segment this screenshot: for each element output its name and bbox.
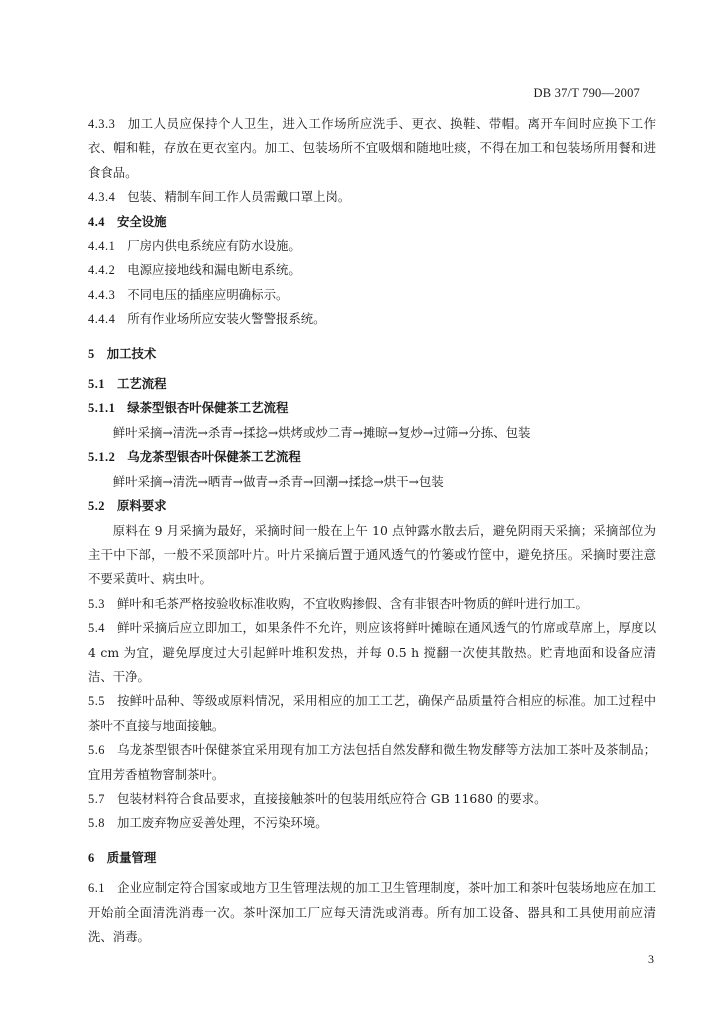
paragraph [88, 738, 656, 787]
clause-text: 电源应接地线和漏电断电系统。 [127, 262, 301, 278]
paragraph [88, 592, 656, 616]
clause-text: 鲜叶和毛茶严格按验收标准收购，不宜收购掺假、含有非银杏叶物质的鲜叶进行加工。 [117, 595, 588, 611]
clause-number: 4.4.2 [88, 263, 116, 278]
clause-text: 原料在 9 月采摘为最好，采摘时间一般在上午 10 点钟露水散去后，避免阴雨天采摘；采摘部位为主干中下部，一般不采顶部叶片。叶片采摘后置于通风透气的竹篓或竹筐中，避免挤压。采摘时要注意不要采黄叶、病虫叶。 [88, 522, 656, 587]
clause-number: 5.5 [88, 694, 105, 709]
clause-text: 加工人员应保持个人卫生，进入工作场所应洗手、更衣、换鞋、带帽。离开车间时应换下工作衣、帽和鞋，存放在更衣室内。加工、包装场所不宜吸烟和随地吐痰，不得在加工和包装场所用餐和进食食品。 [88, 116, 656, 180]
clause-number: 5.3 [88, 596, 105, 611]
document-body [88, 112, 656, 949]
section-heading [88, 396, 656, 420]
clause-text: 安全设施 [117, 213, 167, 229]
clause-text: 包装材料符合食品要求，直接接触茶叶的包装用纸应符合 GB 11680 的要求。 [117, 790, 547, 806]
clause-text: 工艺流程 [117, 376, 167, 392]
clause-text: 乌龙茶型银杏叶保健茶工艺流程 [127, 449, 301, 465]
clause-number: 4.4.1 [88, 239, 116, 254]
paragraph [88, 307, 656, 331]
clause-number: 6.1 [88, 881, 105, 896]
clause-number: 5.1.2 [88, 450, 116, 465]
section-heading [88, 210, 656, 234]
paragraph [88, 234, 656, 258]
clause-number: 5.1.1 [88, 401, 116, 416]
paragraph [88, 112, 656, 185]
clause-number: 5.4 [88, 621, 105, 636]
paragraph [88, 185, 656, 209]
section-heading [88, 372, 656, 396]
section-heading [88, 846, 656, 870]
clause-text: 不同电压的插座应明确标示。 [127, 286, 289, 302]
paragraph [88, 689, 656, 738]
clause-number: 4.4.4 [88, 312, 116, 327]
paragraph [88, 470, 656, 494]
standard-code: DB 37/T 790—2007 [533, 86, 640, 100]
clause-number: 4.3.4 [88, 190, 116, 205]
clause-number: 5.7 [88, 791, 105, 806]
paragraph [88, 787, 656, 811]
clause-text: 企业应制定符合国家或地方卫生管理法规的加工卫生管理制度，茶叶加工和茶叶包装场地应在加工开始前全面清洗消毒一次。茶叶深加工厂应每天清洗或消毒。所有加工设备、器具和工具使用前应清洗、消毒。 [88, 880, 656, 944]
clause-text: 鲜叶采摘→清洗→晒青→做青→杀青→回潮→揉捻→烘干→包装 [112, 473, 444, 489]
section-heading [88, 445, 656, 469]
clause-number: 4.4.3 [88, 287, 116, 302]
section-heading [88, 494, 656, 518]
clause-text: 原料要求 [117, 498, 167, 514]
section-heading [88, 342, 656, 366]
clause-text: 质量管理 [106, 849, 157, 865]
clause-text: 所有作业场所应安装火警警报系统。 [127, 311, 326, 327]
clause-number: 5.2 [88, 499, 105, 514]
clause-number: 5.6 [88, 743, 105, 758]
clause-text: 厂房内供电系统应有防水设施。 [127, 238, 301, 254]
page-number: 3 [648, 952, 654, 966]
clause-text: 按鲜叶品种、等级或原料情况，采用相应的加工工艺，确保产品质量符合相应的标准。加工过程中茶叶不直接与地面接触。 [88, 693, 656, 733]
clause-text: 鲜叶采摘后应立即加工，如果条件不允许，则应该将鲜叶摊晾在通风透气的竹席或草席上，厚度以 4 cm 为宜，避免厚度过大引起鲜叶堆积发热，并每 0.5 h 搅翻一次使其散热。贮青地面和设备应清洁、干净。 [88, 620, 656, 684]
clause-text: 加工废弃物应妥善处理，不污染环境。 [117, 815, 328, 831]
paragraph [88, 421, 656, 445]
paragraph [88, 283, 656, 307]
clause-number: 6 [88, 850, 95, 865]
paragraph [88, 876, 656, 949]
paragraph [88, 616, 656, 689]
clause-number: 4.4 [88, 214, 105, 229]
clause-text: 包装、精制车间工作人员需戴口罩上岗。 [127, 189, 351, 205]
clause-number: 5 [88, 346, 95, 361]
paragraph [88, 519, 656, 592]
clause-text: 绿茶型银杏叶保健茶工艺流程 [127, 400, 289, 416]
clause-text: 鲜叶采摘→清洗→杀青→揉捻→烘烤或炒二青→摊晾→复炒→过筛→分拣、包装 [112, 424, 531, 440]
paragraph [88, 811, 656, 835]
clause-number: 5.1 [88, 377, 105, 392]
clause-number: 5.8 [88, 816, 105, 831]
paragraph [88, 258, 656, 282]
clause-text: 乌龙茶型银杏叶保健茶宜采用现有加工方法包括自然发酵和微生物发酵等方法加工茶叶及茶制品；宜用芳香植物窨制茶叶。 [88, 742, 656, 782]
clause-text: 加工技术 [106, 345, 157, 361]
clause-number: 4.3.3 [88, 117, 116, 131]
